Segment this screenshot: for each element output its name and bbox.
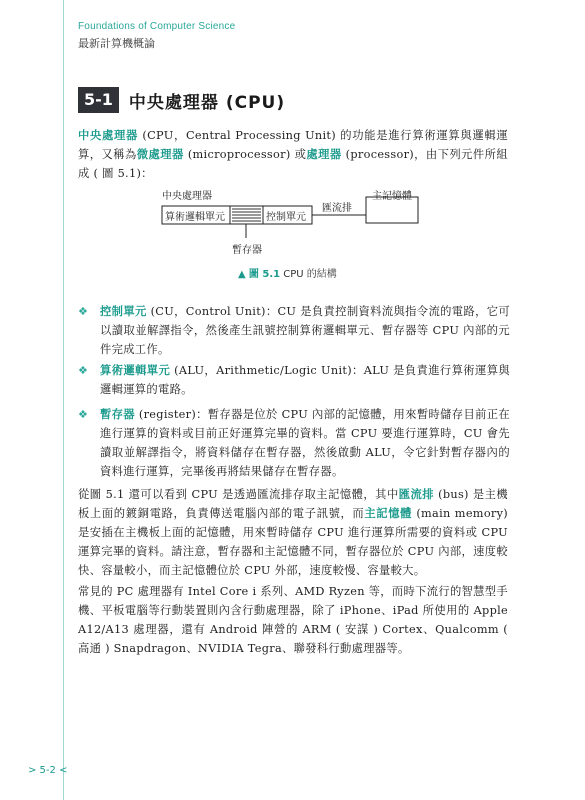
bullet-alu xyxy=(78,361,510,399)
bullet-term: 控制單元 xyxy=(100,304,147,318)
memory-label: 主記憶體 xyxy=(372,191,412,202)
para2-text-3: (main memory) 是安插在主機板上面的記憶體，用來暫時儲存 CPU 進行運算所需要的資料或 CPU 運算完畢的資料。請注意，暫存器和主記憶體不同，暫存器位於 CPU 內部，速度較快、容量較小，而主記憶體位於 CPU 外部，速度較慢、容量較大。 xyxy=(78,507,509,577)
bus-memory-paragraph xyxy=(78,485,508,580)
page-number: > 5-2 < xyxy=(28,765,68,776)
bullet-diamond-icon: ❖ xyxy=(78,364,89,377)
cu-label: 控制單元 xyxy=(266,212,306,223)
term-processor: 處理器 xyxy=(306,147,342,161)
bullet-control-unit xyxy=(78,302,510,359)
figure-caption xyxy=(238,265,337,280)
para2-text-2: (bus) 是主機板上面的鍍銅電路，負責傳送電腦內部的電子訊號，而 xyxy=(78,488,508,520)
margin-line xyxy=(63,0,64,800)
term-main-memory: 主記憶體 xyxy=(364,506,413,520)
bullet-text xyxy=(100,361,510,399)
bullet-body: (ALU，Arithmetic/Logic Unit)：ALU 是負責進行算術運算與邏輯運算的電路。 xyxy=(100,364,510,396)
bullet-body: (CU，Control Unit)：CU 是負責控制資料流與指令流的電路，它可以讀取並解譯指令，然後產生訊號控制算術邏輯單元、暫存器等 CPU 內部的元件完成工作。 xyxy=(100,305,510,356)
bullet-diamond-icon: ❖ xyxy=(78,408,89,421)
section-heading xyxy=(78,87,285,113)
bullet-text xyxy=(100,302,510,359)
bullet-body: (register)：暫存器是位於 CPU 內部的記憶體，用來暫時儲存目前正在進行運算的資料或目前正好運算完畢的資料。當 CPU 要進行運算時，CU 會先讀取並解譯指令，將資料儲存在暫存器，然後啟動 ALU，令它針對暫存器內的資料進行運算，完畢後再將結果儲存在暫存器。 xyxy=(100,408,510,478)
bullet-term: 算術邏輯單元 xyxy=(100,363,171,377)
bullet-text xyxy=(100,405,510,481)
term-microprocessor: 微處理器 xyxy=(136,147,184,161)
caption-triangle-icon: ▲ xyxy=(238,269,246,280)
header-english-title: Foundations of Computer Science xyxy=(78,21,236,32)
intro-text-1: (CPU，Central Processing Unit) 的功能是進行算術運算與邏輯運算，又稱為 xyxy=(78,129,508,161)
register-label: 暫存器 xyxy=(232,245,262,256)
intro-paragraph xyxy=(78,126,508,183)
bullet-term: 暫存器 xyxy=(100,407,135,421)
bullet-register xyxy=(78,405,510,481)
bus-label: 匯流排 xyxy=(322,203,352,214)
intro-text-2: (microprocessor) 或 xyxy=(183,148,307,161)
caption-text: CPU 的結構 xyxy=(283,269,337,280)
term-bus: 匯流排 xyxy=(398,487,435,501)
alu-label: 算術邏輯單元 xyxy=(165,212,225,223)
running-header xyxy=(78,21,235,51)
section-title: 中央處理器 (CPU) xyxy=(128,92,286,113)
term-cpu: 中央處理器 xyxy=(78,128,139,142)
caption-figure-number: 圖 5.1 xyxy=(248,269,281,280)
processor-examples-paragraph: 常見的 PC 處理器有 Intel Core i 系列、AMD Ryzen 等，而時下流行的智慧型手機、平板電腦等行動裝置則內含行動處理器，除了 iPhone、iPad 所使用的 Apple A12/A13 處理器，還有 Android 陣營的 ARM ( 安謀 ) Cortex、Qualcomm ( 高通 ) Snapdragon、NVIDIA Tegra、聯發科行動處理器等。 xyxy=(78,585,508,655)
cpu-label: 中央處理器 xyxy=(162,191,212,202)
section-number: 5-1 xyxy=(78,87,119,113)
intro-text-3: (processor)，由下列元件所組成 ( 圖 5.1)： xyxy=(78,148,509,180)
cpu-structure-diagram xyxy=(140,180,460,260)
bullet-diamond-icon: ❖ xyxy=(78,305,89,318)
header-chinese-title: 最新計算機概論 xyxy=(78,37,155,50)
para2-text-1: 從圖 5.1 還可以看到 CPU 是透過匯流排存取主記憶體，其中 xyxy=(78,488,399,501)
